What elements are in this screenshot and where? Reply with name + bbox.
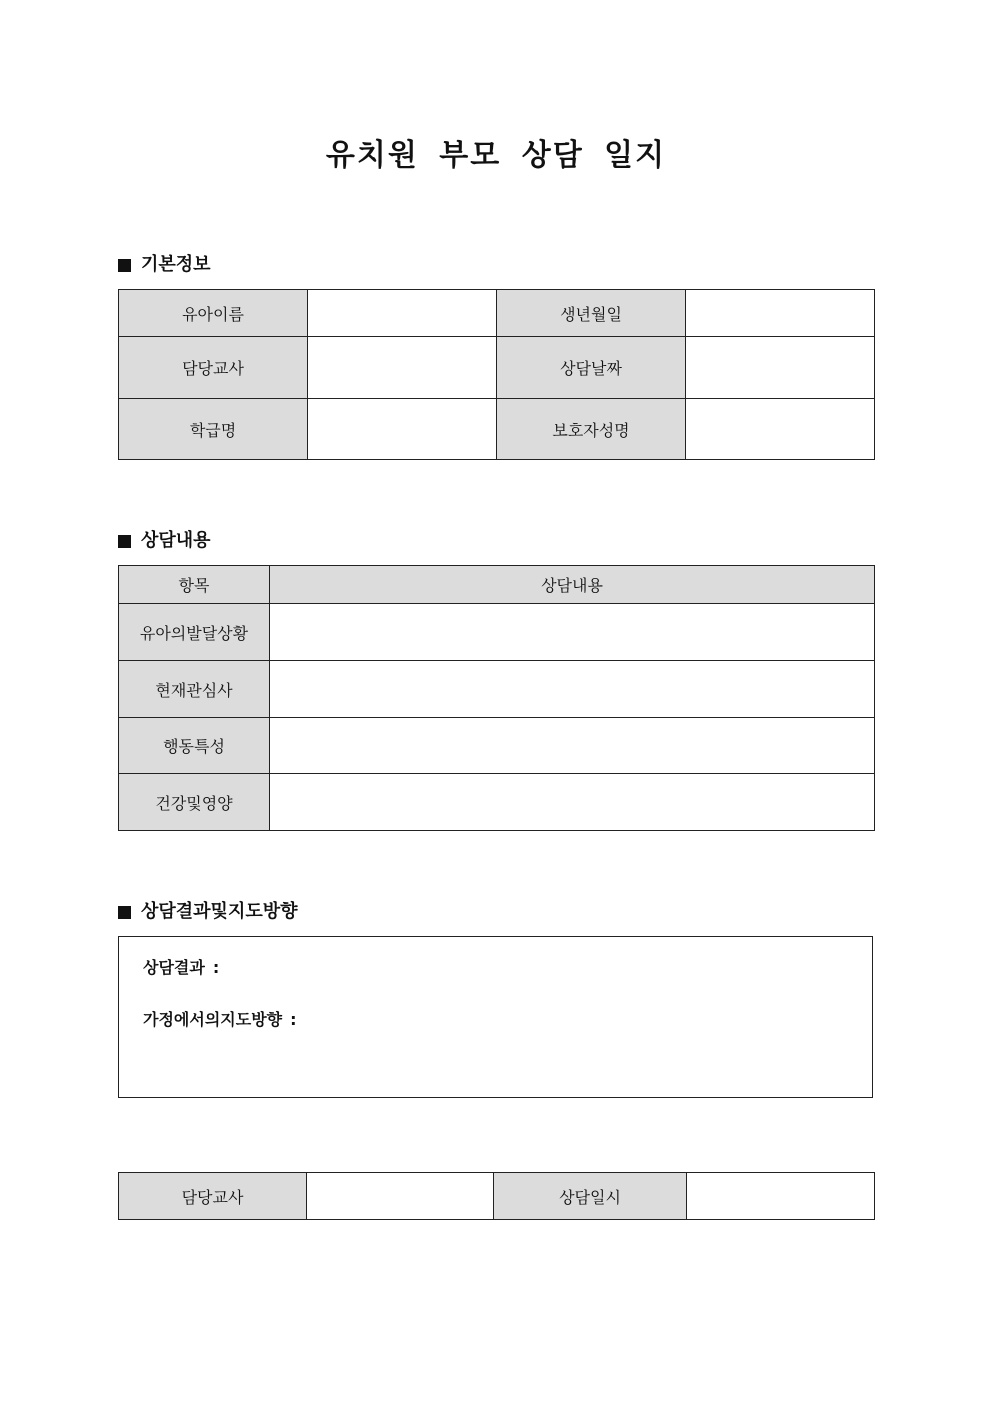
birthdate-field[interactable] (686, 290, 875, 337)
consult-content-table (118, 565, 875, 831)
child-name-label: 유아이름 (119, 290, 308, 337)
guardian-name-field[interactable] (686, 399, 875, 460)
basic-info-table (118, 289, 875, 460)
guidance-line (143, 1009, 297, 1031)
section-title-content (118, 528, 211, 554)
footer-table (118, 1172, 875, 1220)
table-row (119, 718, 875, 774)
square-bullet-icon (118, 535, 131, 548)
result-line (143, 957, 219, 979)
class-name-label: 학급명 (119, 399, 308, 460)
consult-date-field[interactable] (686, 337, 875, 399)
table-row (119, 1173, 875, 1220)
footer-teacher-label: 담당교사 (119, 1173, 307, 1220)
footer-teacher-field[interactable] (307, 1173, 494, 1220)
item-header: 항목 (119, 566, 270, 604)
result-colon: : (212, 958, 220, 977)
section-title-result-label: 상담결과및지도방향 (141, 901, 298, 922)
square-bullet-icon (118, 259, 131, 272)
result-box[interactable] (118, 936, 873, 1098)
teacher-label: 담당교사 (119, 337, 308, 399)
table-row (119, 661, 875, 718)
square-bullet-icon (118, 906, 131, 919)
section-title-result (118, 899, 298, 925)
consult-date-label: 상담날짜 (497, 337, 686, 399)
section-title-basic (118, 252, 211, 278)
teacher-field[interactable] (308, 337, 497, 399)
footer-datetime-label: 상담일시 (494, 1173, 687, 1220)
behavior-field[interactable] (270, 718, 875, 774)
footer-datetime-field[interactable] (687, 1173, 875, 1220)
development-label: 유아의발달상황 (119, 604, 270, 661)
section-title-basic-label: 기본정보 (141, 254, 211, 275)
content-header: 상담내용 (270, 566, 875, 604)
table-row (119, 290, 875, 337)
development-field[interactable] (270, 604, 875, 661)
health-field[interactable] (270, 774, 875, 831)
class-name-field[interactable] (308, 399, 497, 460)
child-name-field[interactable] (308, 290, 497, 337)
table-row (119, 604, 875, 661)
result-label: 상담결과 (143, 958, 205, 977)
section-title-content-label: 상담내용 (141, 530, 211, 551)
table-row (119, 337, 875, 399)
interests-label: 현재관심사 (119, 661, 270, 718)
health-label: 건강및영양 (119, 774, 270, 831)
guardian-name-label: 보호자성명 (497, 399, 686, 460)
table-row (119, 774, 875, 831)
interests-field[interactable] (270, 661, 875, 718)
birthdate-label: 생년월일 (497, 290, 686, 337)
guidance-label: 가정에서의지도방향 (143, 1010, 283, 1029)
table-row (119, 399, 875, 460)
page-title: 유치원 부모 상담 일지 (325, 138, 667, 173)
behavior-label: 행동특성 (119, 718, 270, 774)
table-header-row (119, 566, 875, 604)
guidance-colon: : (290, 1010, 297, 1029)
